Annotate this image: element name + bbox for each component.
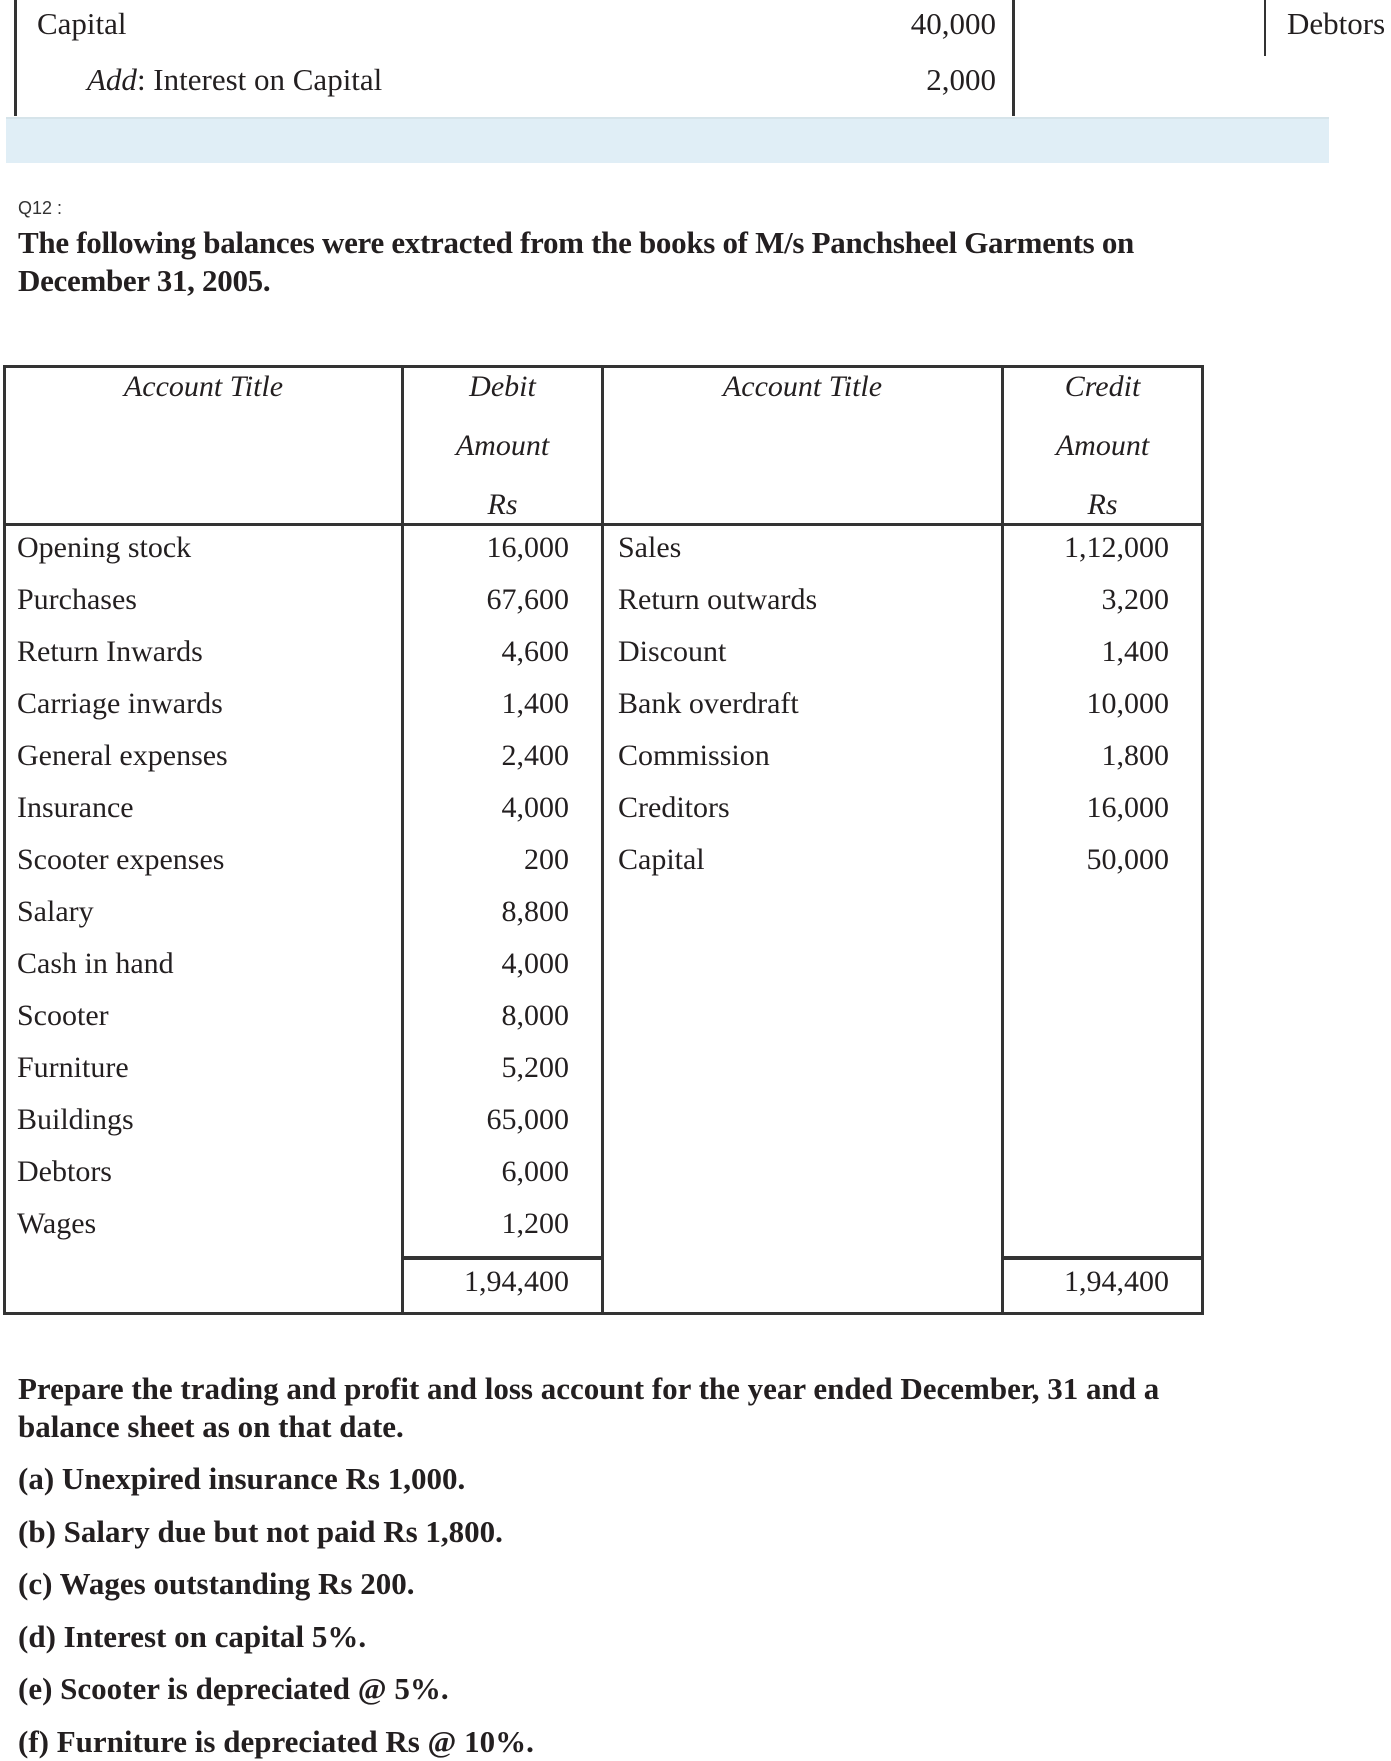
right-column-divider: [1264, 0, 1266, 56]
credit-account-name: Commission: [618, 739, 770, 772]
debit-amount: 1,200: [501, 1207, 569, 1240]
debit-account-name: Scooter expenses: [17, 843, 225, 876]
debit-account-name: Furniture: [17, 1051, 129, 1084]
debit-account-name: Return Inwards: [17, 635, 203, 668]
interest-on-capital-amount: 2,000: [926, 62, 996, 97]
debit-amount: 65,000: [486, 1103, 569, 1136]
debit-amount: 8,800: [501, 895, 569, 928]
debit-amount: 8,000: [501, 999, 569, 1032]
adjustment-item: (c) Wages outstanding Rs 200.: [18, 1566, 415, 1601]
adjustment-item: (a) Unexpired insurance Rs 1,000.: [18, 1461, 466, 1496]
credit-account-name: Return outwards: [618, 583, 818, 616]
debit-amount: 67,600: [486, 583, 569, 616]
debit-account-name: General expenses: [17, 739, 228, 772]
question-text: The following balances were extracted from the books of M/s Panchsheel Garments on December 31, 2005.: [18, 225, 1134, 298]
debit-amount: 16,000: [486, 531, 569, 564]
adjustment-item: (b) Salary due but not paid Rs 1,800.: [18, 1513, 503, 1549]
column-divider: [601, 365, 604, 1315]
debit-account-name: Opening stock: [17, 531, 192, 564]
debit-amount: 4,600: [501, 635, 569, 668]
credit-amount: 10,000: [1086, 687, 1169, 720]
credit-total-rule: [1001, 1256, 1204, 1260]
adjustment-item: (e) Scooter is depreciated @ 5%.: [18, 1671, 449, 1706]
debit-amount: 200: [524, 843, 569, 876]
credit-amount: 50,000: [1086, 843, 1169, 876]
header-debit-amount: Debit Amount Rs: [455, 370, 550, 521]
credit-account-name: Capital: [618, 843, 705, 876]
credit-amount: 16,000: [1086, 791, 1169, 824]
header-credit-amount: Credit Amount Rs: [1055, 370, 1150, 521]
instruction-line-1: Prepare the trading and profit and loss account for the year ended December, 31 and a: [18, 1371, 1160, 1406]
debit-amount: 6,000: [501, 1155, 569, 1188]
credit-amount: 1,800: [1101, 739, 1169, 772]
debit-amount: 2,400: [501, 739, 569, 772]
debit-account-name: Salary: [17, 895, 94, 928]
debit-account-name: Carriage inwards: [17, 687, 223, 720]
debit-amount: 4,000: [501, 791, 569, 824]
debit-account-name: Scooter: [17, 999, 109, 1032]
adjustment-item: (f) Furniture is depreciated Rs @ 10%.: [18, 1723, 534, 1759]
debit-account-name: Debtors: [17, 1155, 112, 1188]
header-credit-account-title: Account Title: [722, 370, 883, 403]
debit-account-name: Buildings: [17, 1103, 134, 1136]
debit-total: 1,94,400: [464, 1265, 569, 1298]
interest-on-capital-label: Add: Interest on Capital: [87, 62, 383, 97]
credit-account-name: Bank overdraft: [618, 687, 799, 720]
instruction-line-2: balance sheet as on that date.: [18, 1409, 404, 1444]
header-rule: [3, 523, 1204, 526]
debtors-label: Debtors: [1287, 6, 1386, 41]
credit-account-name: Discount: [618, 635, 727, 668]
debit-total-rule: [401, 1256, 604, 1260]
question-number: Q12 :: [18, 198, 63, 218]
credit-amount: 1,12,000: [1064, 531, 1169, 564]
debit-account-name: Purchases: [17, 583, 137, 616]
capital-amount: 40,000: [910, 6, 996, 41]
section-separator-banner: [6, 117, 1329, 163]
debit-amount: 4,000: [501, 947, 569, 980]
credit-amount: 1,400: [1101, 635, 1169, 668]
credit-account-name: Creditors: [618, 791, 730, 824]
add-prefix: Add: [87, 62, 137, 97]
credit-account-name: Sales: [618, 531, 682, 564]
debit-amount: 5,200: [501, 1051, 569, 1084]
debit-account-name: Cash in hand: [17, 947, 174, 980]
capital-label: Capital: [37, 6, 127, 41]
adjustment-item: (d) Interest on capital 5%.: [18, 1618, 367, 1654]
credit-total: 1,94,400: [1064, 1265, 1169, 1298]
debit-account-name: Insurance: [17, 791, 134, 824]
debit-account-name: Wages: [17, 1207, 97, 1240]
credit-amount: 3,200: [1101, 583, 1169, 616]
header-debit-account-title: Account Title: [123, 370, 284, 403]
debit-amount: 1,400: [501, 687, 569, 720]
